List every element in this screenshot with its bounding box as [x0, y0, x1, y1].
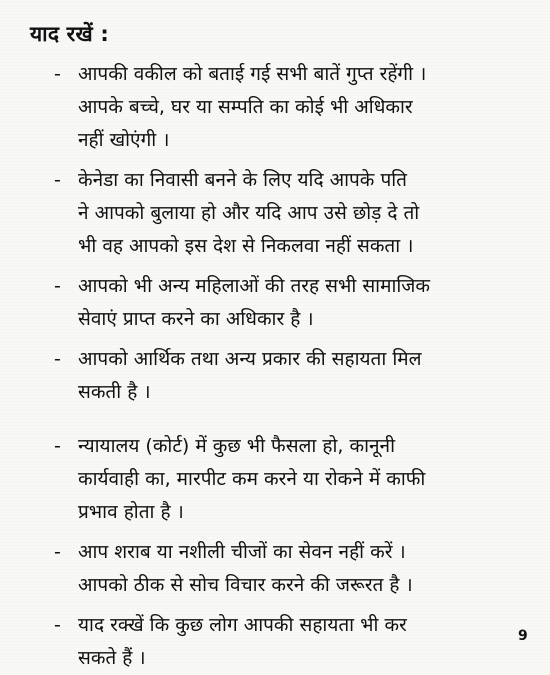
item-line: सकते हैं ।	[78, 647, 146, 669]
item-line: कार्यवाही का, मारपीट कम करने या रोकने में काफी	[78, 468, 426, 490]
list-item	[54, 609, 524, 675]
bullet-dash: -	[54, 614, 61, 636]
item-line: आपको ठीक से सोच विचार करने की जरूरत है ।	[78, 574, 413, 596]
section-heading: याद रखें :	[30, 22, 109, 46]
item-line: नहीं खोएंगी ।	[78, 129, 170, 151]
item-line: आपको आर्थिक तथा अन्य प्रकार की सहायता मिल	[78, 348, 422, 370]
item-line: सेवाएं प्राप्त करने का अधिकार है ।	[78, 308, 314, 330]
item-line: न्यायालय (कोर्ट) में कुछ भी फैसला हो, कानूनी	[78, 435, 396, 457]
item-line: आपकी वकील को बताई गई सभी बातें गुप्त रहेंगी ।	[78, 63, 427, 85]
item-line: सकती है ।	[78, 381, 151, 403]
list-item	[54, 270, 524, 336]
bullet-dash: -	[54, 169, 61, 191]
item-line: प्रभाव होता है ।	[78, 501, 184, 523]
list-item	[54, 536, 524, 602]
list-item	[54, 164, 524, 263]
list-item	[54, 58, 524, 157]
list-item	[54, 343, 524, 409]
bullet-dash: -	[54, 541, 61, 563]
bullet-dash: -	[54, 348, 61, 370]
item-line: केनेडा का निवासी बनने के लिए यदि आपके पति	[78, 169, 407, 191]
item-line: ने आपको बुलाया हो और यदि आप उसे छोड़ दे तो	[78, 202, 420, 224]
list-item	[54, 430, 524, 529]
item-line: आपको भी अन्य महिलाओं की तरह सभी सामाजिक	[78, 275, 430, 297]
item-line: याद रक्खें कि कुछ लोग आपकी सहायता भी कर	[78, 614, 407, 636]
page-number: 9	[518, 628, 528, 644]
item-line: आप शराब या नशीली चीजों का सेवन नहीं करें ।	[78, 541, 406, 563]
bullet-dash: -	[54, 435, 61, 457]
item-line: आपके बच्चे, घर या सम्पति का कोई भी अधिकार	[78, 96, 413, 118]
reminder-list	[54, 58, 524, 675]
bullet-dash: -	[54, 275, 61, 297]
bullet-dash: -	[54, 63, 61, 85]
item-line: भी वह आपको इस देश से निकलवा नहीं सकता ।	[78, 235, 414, 257]
